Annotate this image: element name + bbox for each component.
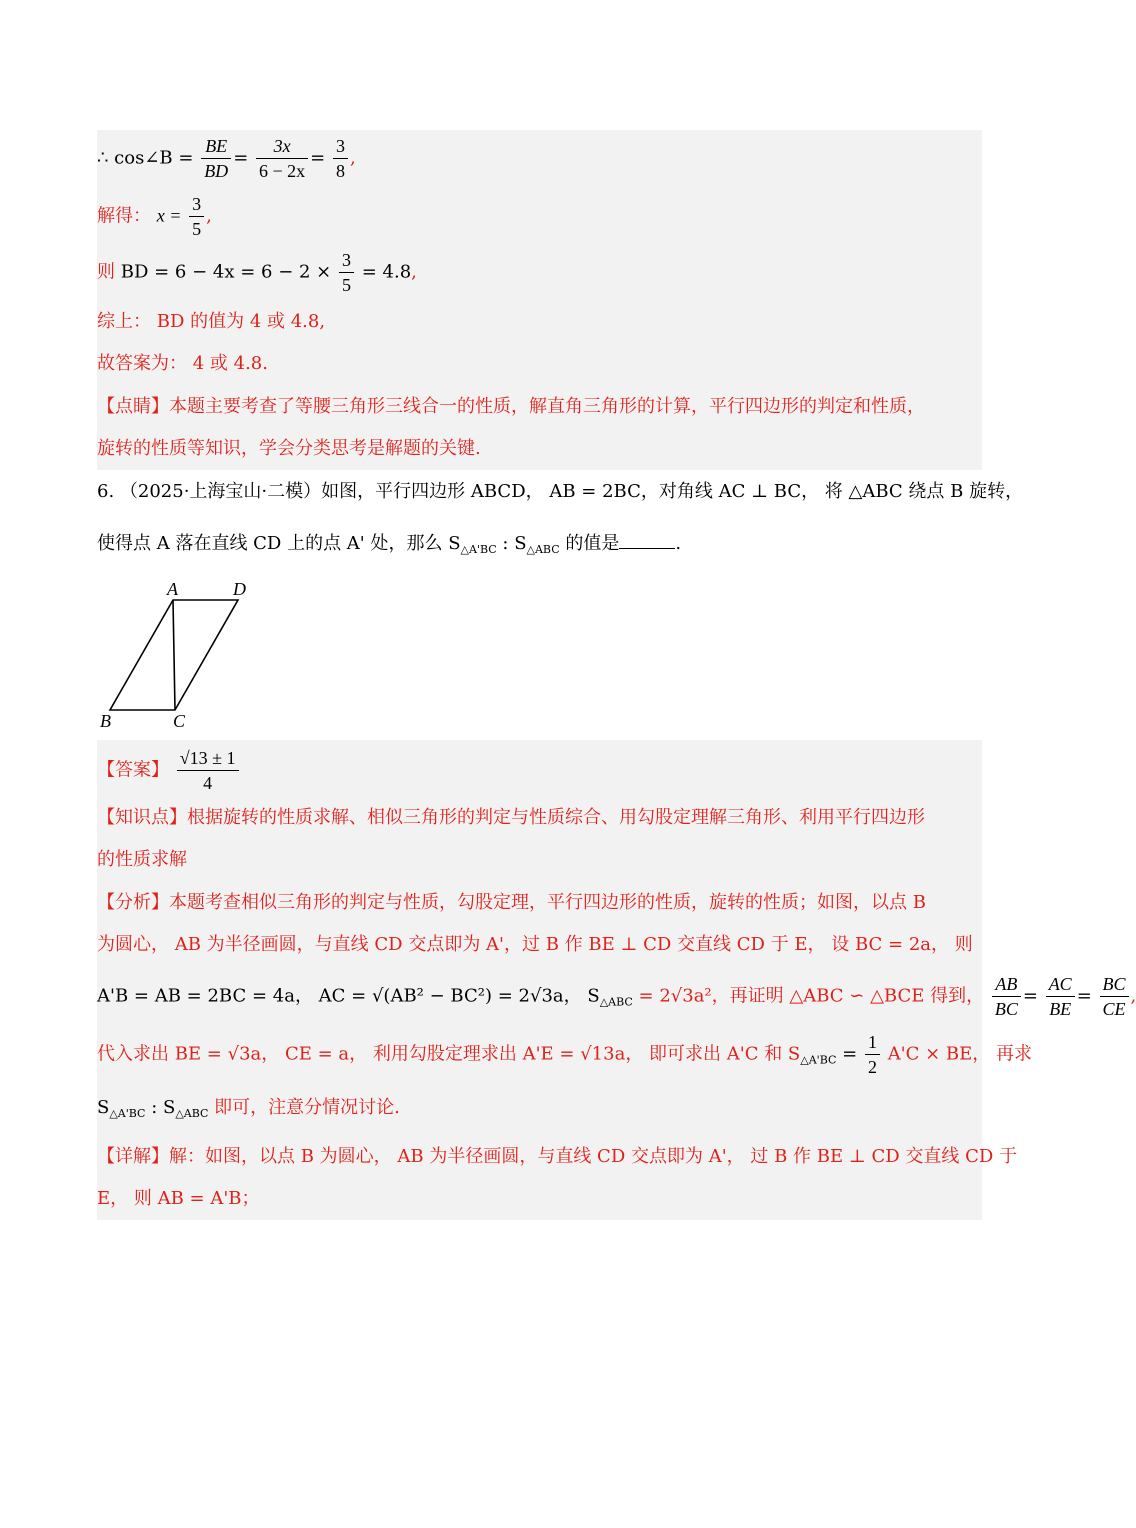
solution-block-2 [97,740,1136,1220]
comment-line-1: 【点睛】本题主要考查了等腰三角形三线合一的性质，解直角三角形的计算，平行四边形的判定和性质， [97,396,925,417]
label-a: A [167,579,178,599]
fraction-1-2: $\frac{1}{2}$ [865,1030,880,1079]
fraction-bc-ce: $\frac{BC}{CE}$ [1100,972,1129,1021]
solution-block-1 [97,130,982,470]
fraction-be-bd: $\frac{BE}{BD}$ [201,134,231,183]
label-b: B [100,711,111,731]
question-line-1: 6. （2025·上海宝山·二模）如图，平行四边形 ABCD， AB = 2BC，对角线 AC ⊥ BC， 将 △ABC 绕点 B 旋转， [97,481,1024,502]
answer-blank [619,530,675,549]
answer-fraction: $\frac{√13 \pm 1}{4}$ [177,746,239,795]
fraction-3-8: $\frac{3}{8}$ [333,134,348,183]
fraction-3-5: $\frac{3}{5}$ [189,192,204,241]
detail-line-1: 【详解】解：如图，以点 B 为圆心， AB 为半径画圆，与直线 CD 交点即为 A'， 过 B 作 BE ⊥ CD 交直线 CD 于 [97,1146,1018,1167]
bd-value-line: 则 BD = 6 − 4x = 6 − 2 × $\frac{3}{5}$ = 4.8, [97,250,417,295]
solve-x-line: 解得： x = $\frac{3}{5}$ , [97,194,212,239]
cos-label: ∴ cos∠B = [97,147,194,169]
analysis-line-4: 代入求出 BE = √3a， CE = a， 利用勾股定理求出 A'E = √13a， 即可求出 A'C 和 $S_{\triangle A'BC}$ = $\frac{1}{2}$ A'C × BE， 再求 [97,1032,1033,1077]
fraction-3x: $\frac{3x}{6 - 2x}$ [256,134,308,183]
knowledge-line-1: 【知识点】根据旋转的性质求解、相似三角形的判定与性质综合、用勾股定理解三角形、利用平行四边形 [97,807,925,828]
fraction-3-5-b: $\frac{3}{5}$ [339,248,354,297]
detail-line-2: E， 则 AB = A'B； [97,1188,260,1209]
label-d: D [233,579,246,599]
analysis-line-5: $S_{\triangle A'BC}$ : $S_{\triangle ABC}$ 即可，注意分情况讨论. [97,1097,400,1120]
summary-line: 综上： BD 的值为 4 或 4.8, [97,311,326,332]
answer-line: 故答案为： 4 或 4.8. [97,353,268,374]
diagonal-ac [173,600,175,710]
cos-equation-line: ∴ cos∠B = $\frac{BE}{BD}$ = $\frac{3x}{6 - 2x}$ = $\frac{3}{8}$ , [97,136,356,181]
fraction-ac-be: $\frac{AC}{BE}$ [1046,972,1075,1021]
analysis-line-2: 为圆心， AB 为半径画圆，与直线 CD 交点即为 A'，过 B 作 BE ⊥ CD 交直线 CD 于 E， 设 BC = 2a， 则 [97,934,973,955]
label-c: C [173,711,186,731]
parallelogram-figure [95,575,265,735]
answer-row: 【答案】 $\frac{√13 \pm 1}{4}$ [97,746,241,795]
fraction-ab-bc: $\frac{AB}{BC}$ [992,972,1021,1021]
knowledge-line-2: 的性质求解 [97,849,187,870]
comment-line-2: 旋转的性质等知识，学会分类思考是解题的关键. [97,438,481,459]
analysis-line-1: 【分析】本题考查相似三角形的判定与性质，勾股定理，平行四边形的性质，旋转的性质；如图，以点 B [97,892,926,913]
question-line-2: 使得点 A 落在直线 CD 上的点 A' 处，那么 $S_{\triangle A'BC}$ : $S_{\triangle ABC}$ 的值是 . [97,530,681,562]
analysis-line-3: A'B = AB = 2BC = 4a， AC = √(AB² − BC²) = 2√3a， $S_{\triangle ABC} = 2√3a^2$，再证明 △ABC ∽ △BCE 得到， $\frac{AB}{BC}$ = $\frac{AC}{BE}$ = $\frac{BC}{CE}$ , [97,974,1136,1019]
